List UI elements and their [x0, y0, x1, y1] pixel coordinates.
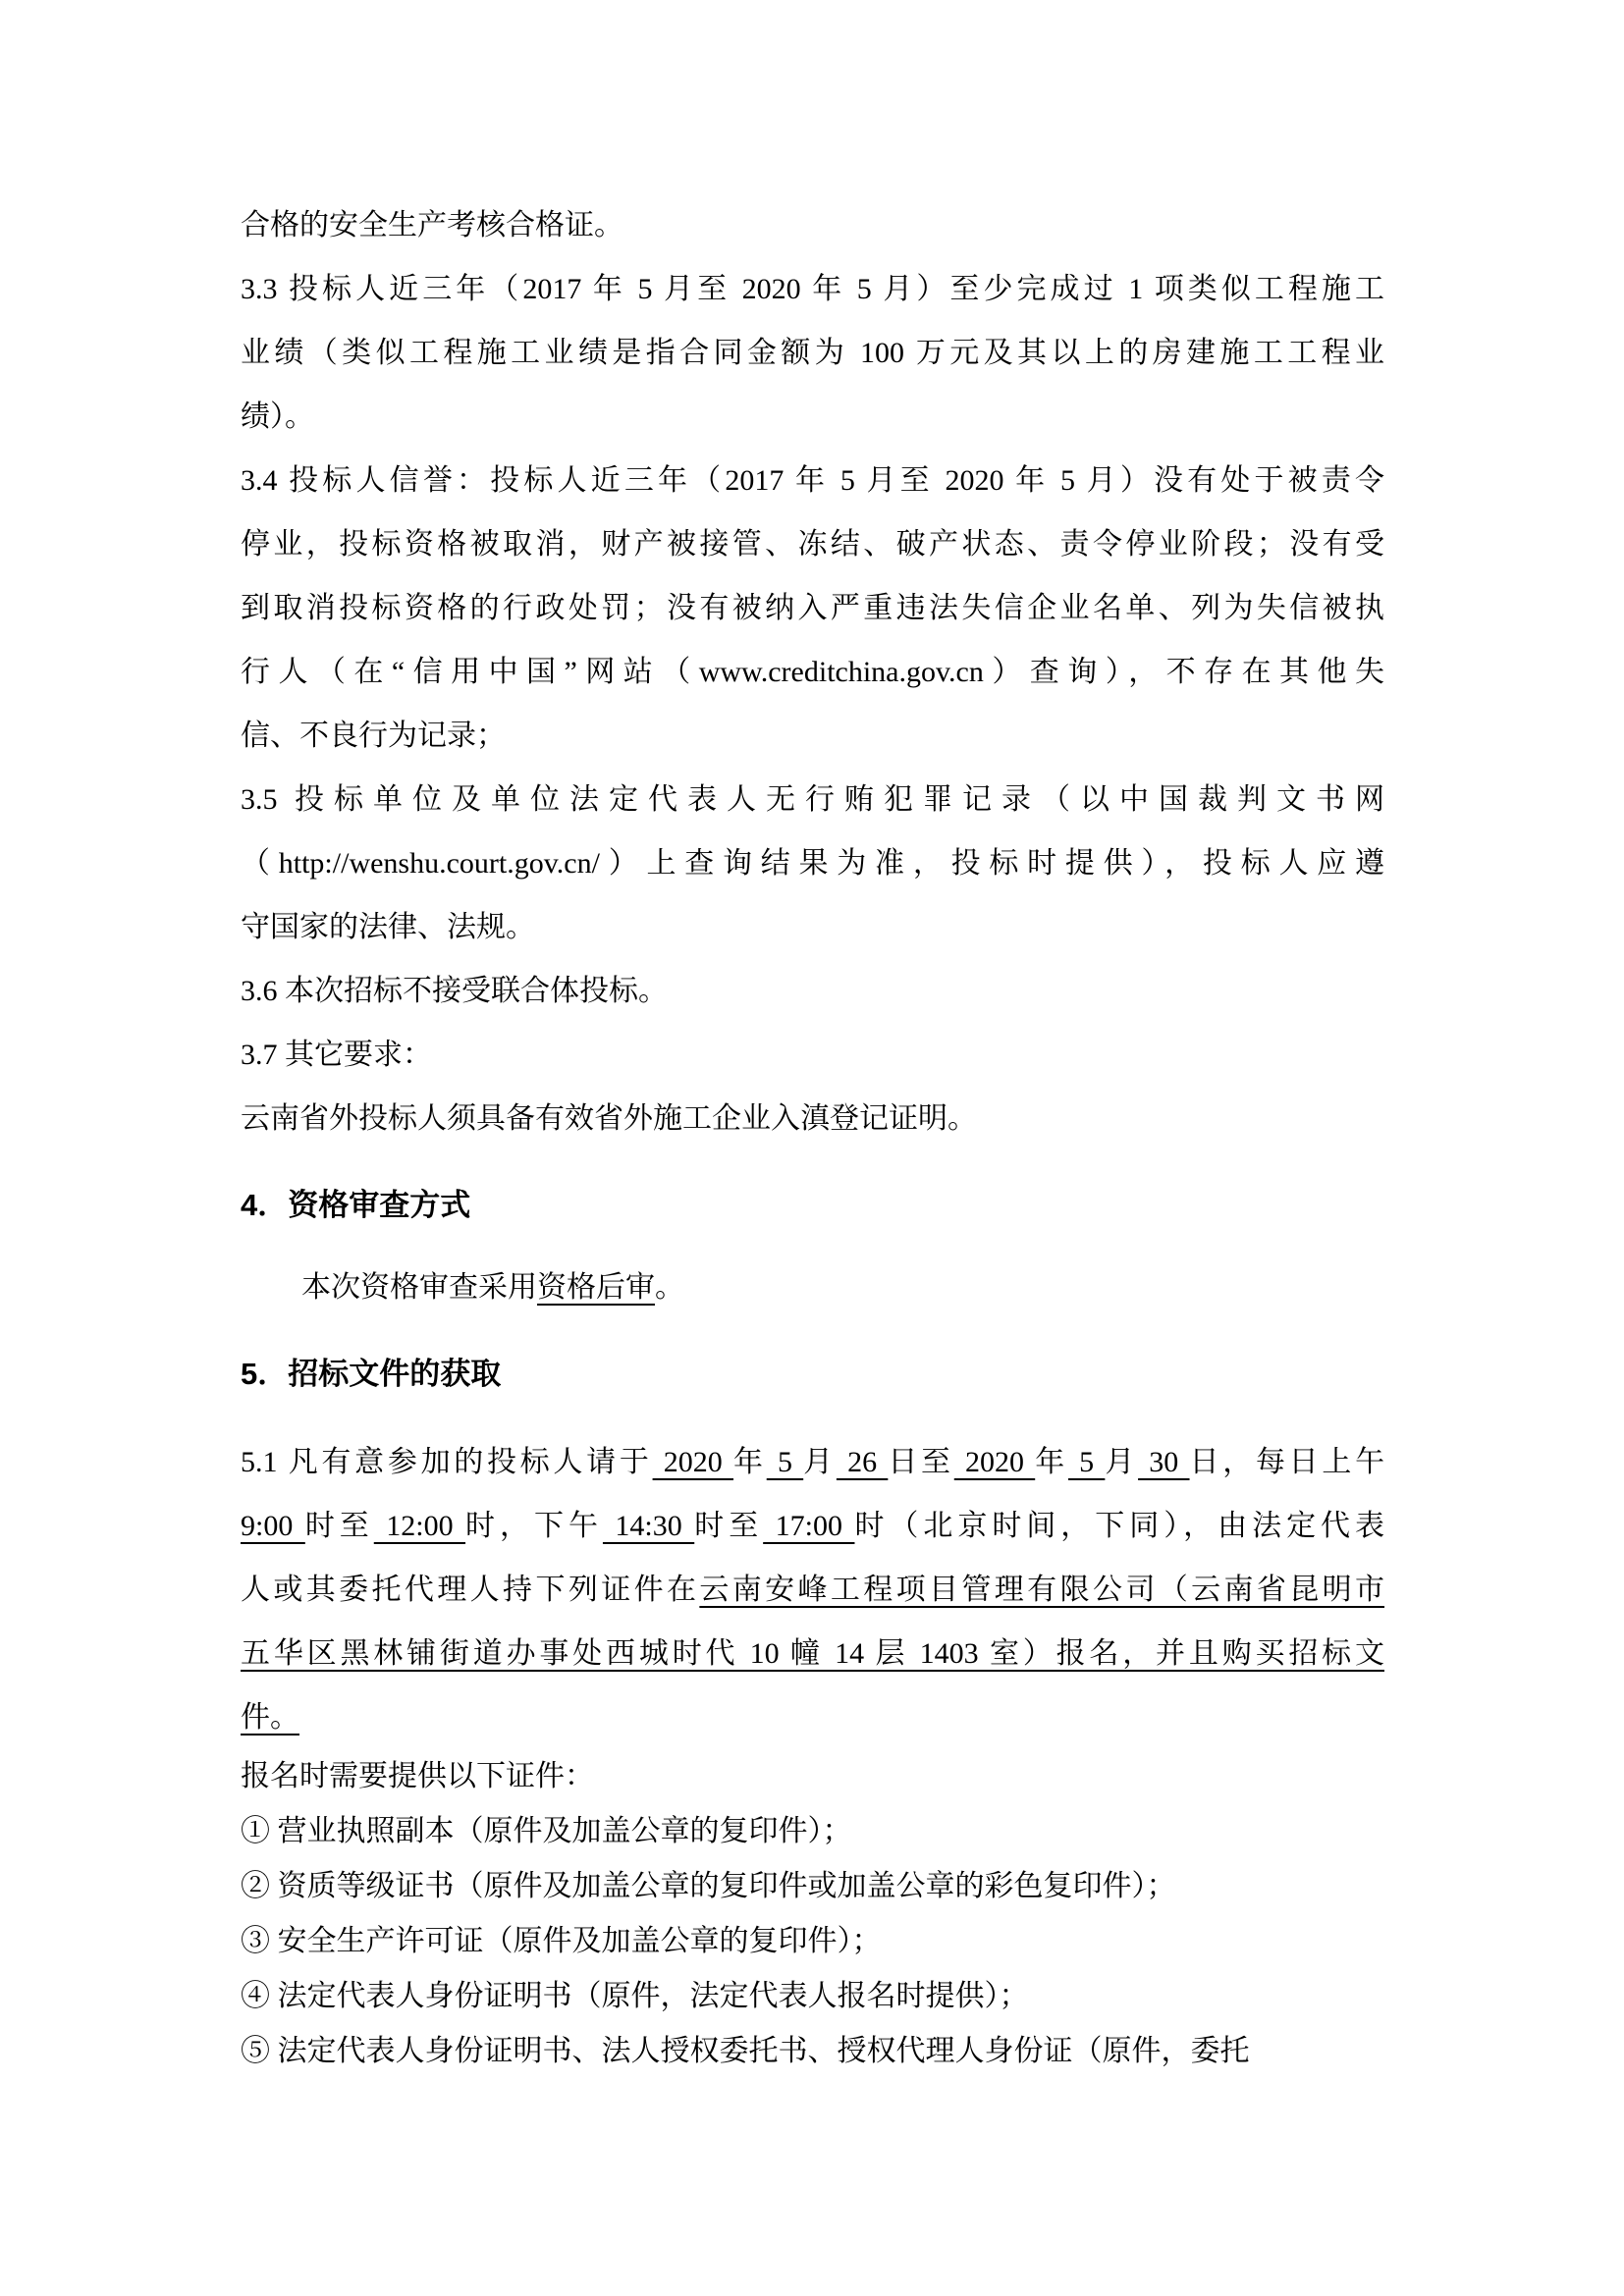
underlined-text-segment: 5 [1067, 1446, 1106, 1478]
text-segment: 5.1 凡有意参加的投标人请于 [241, 1446, 653, 1478]
text-segment: 月 [1105, 1446, 1139, 1478]
text-segment: 时（北京时间，下同），由法定代表 [854, 1510, 1385, 1542]
doc-line-3-3-b [241, 321, 1384, 385]
text-segment: 3.6 本次招标不接受联合体投标。 [241, 975, 668, 1007]
text-segment: 。 [655, 1271, 684, 1304]
text-segment: 5．招标文件的获取 [241, 1357, 502, 1391]
text-segment: 3.3 投标人近三年（2017 年 5 月至 2020 年 5 月）至少完成过 1 项类似工程施工 [241, 273, 1384, 305]
doc-line-5-1-d [241, 1622, 1384, 1685]
underlined-text-segment: 五华区黑林铺街道办事处西城时代 10 幢 14 层 1403 室）报名，并且购买招标文 [241, 1637, 1384, 1670]
list-item-business-license [241, 1804, 1384, 1859]
doc-line-5-1-e [241, 1685, 1384, 1749]
text-segment: 报名时需要提供以下证件： [241, 1760, 594, 1792]
text-segment: 日，每日上午 [1189, 1446, 1385, 1478]
text-segment: 年 [1035, 1446, 1068, 1478]
doc-line-registration-docs-intro [241, 1749, 1384, 1804]
doc-line-3-7-requirement [241, 1087, 1384, 1150]
text-segment: 业绩（类似工程施工业绩是指合同金额为 100 万元及其以上的房建施工工程业 [241, 337, 1384, 369]
doc-line-3-5-a [241, 768, 1384, 831]
text-segment: 人或其委托代理人持下列证件在 [241, 1574, 700, 1606]
doc-line-3-7 [241, 1023, 1384, 1087]
text-segment: ③ 安全生产许可证（原件及加盖公章的复印件）； [241, 1925, 882, 1957]
text-segment: 云南省外投标人须具备有效省外施工企业入滇登记证明。 [241, 1102, 977, 1135]
underlined-text-segment: 9:00 [241, 1510, 305, 1542]
doc-line-5-1-b [241, 1494, 1384, 1558]
text-segment: 3.5 投标单位及单位法定代表人无行贿犯罪记录（以中国裁判文书网 [241, 783, 1384, 816]
text-segment: 时至 [304, 1510, 374, 1542]
doc-line-3-4-d [241, 640, 1384, 704]
text-segment: 3.4 投标人信誉：投标人近三年（2017 年 5 月至 2020 年 5 月）没有处于被责令 [241, 464, 1384, 497]
doc-line-3-4-e [241, 704, 1384, 768]
section-heading-qualification-review [241, 1173, 1384, 1237]
text-segment: ① 营业执照副本（原件及加盖公章的复印件）； [241, 1815, 852, 1847]
text-segment: 时至 [694, 1510, 764, 1542]
underlined-text-segment: 17:00 [763, 1510, 855, 1542]
text-segment: 时，下午 [465, 1510, 603, 1542]
section-heading-bid-doc-acquisition [241, 1342, 1384, 1406]
text-segment: 守国家的法律、法规。 [241, 911, 535, 943]
text-segment: 绩）。 [241, 400, 314, 433]
text-segment: 4．资格审查方式 [241, 1188, 471, 1222]
text-segment: 本次资格审查采用 [301, 1271, 537, 1304]
doc-line-3-4-b [241, 512, 1384, 576]
text-segment: 年 [733, 1446, 767, 1478]
text-segment: 停业，投标资格被取消，财产被接管、冻结、破产状态、责令停业阶段；没有受 [241, 528, 1384, 561]
doc-line-cert-tail [241, 193, 1384, 257]
list-item-authorization-docs [241, 2024, 1384, 2079]
text-segment: 合格的安全生产考核合格证。 [241, 209, 623, 241]
doc-line-3-5-b [241, 831, 1384, 895]
underlined-text-segment: 件。 [241, 1701, 299, 1734]
doc-line-3-4-c [241, 576, 1384, 640]
doc-line-3-4-a [241, 449, 1384, 512]
doc-line-3-5-c [241, 895, 1384, 959]
text-segment: ④ 法定代表人身份证明书（原件，法定代表人报名时提供）； [241, 1980, 1029, 2012]
underlined-text-segment: 2020 [953, 1446, 1036, 1478]
doc-line-5-1-c [241, 1558, 1384, 1622]
underlined-text-segment: 30 [1138, 1446, 1190, 1478]
text-segment: 行人（在“信用中国”网站（www.creditchina.gov.cn）查询），不存在其他失 [241, 656, 1384, 688]
underlined-text-segment: 14:30 [602, 1510, 695, 1542]
text-segment: 日至 [888, 1446, 954, 1478]
underlined-text-segment: 2020 [652, 1446, 734, 1478]
doc-line-qualification-method [241, 1255, 1384, 1319]
underlined-text-segment: 云南安峰工程项目管理有限公司（云南省昆明市 [699, 1574, 1385, 1606]
doc-line-5-1-a [241, 1430, 1384, 1494]
doc-line-3-3-c [241, 385, 1384, 449]
underlined-text-segment: 26 [836, 1446, 889, 1478]
underlined-text-segment: 资格后审 [537, 1271, 655, 1304]
text-segment: ⑤ 法定代表人身份证明书、法人授权委托书、授权代理人身份证（原件，委托 [241, 2035, 1250, 2067]
text-segment: 到取消投标资格的行政处罚；没有被纳入严重违法失信企业名单、列为失信被执 [241, 592, 1384, 624]
list-item-safety-permit [241, 1914, 1384, 1969]
doc-line-3-6 [241, 959, 1384, 1023]
text-segment: 月 [803, 1446, 837, 1478]
list-item-legal-rep-id [241, 1969, 1384, 2024]
doc-line-3-3-a [241, 257, 1384, 321]
underlined-text-segment: 12:00 [373, 1510, 466, 1542]
underlined-text-segment: 5 [766, 1446, 804, 1478]
text-segment: ② 资质等级证书（原件及加盖公章的复印件或加盖公章的彩色复印件）； [241, 1870, 1176, 1902]
text-segment: 3.7 其它要求： [241, 1039, 432, 1071]
list-item-qualification-cert [241, 1859, 1384, 1914]
text-segment: （http://wenshu.court.gov.cn/）上查询结果为准，投标时提供），投标人应遵 [241, 847, 1384, 880]
text-segment: 信、不良行为记录； [241, 720, 506, 752]
